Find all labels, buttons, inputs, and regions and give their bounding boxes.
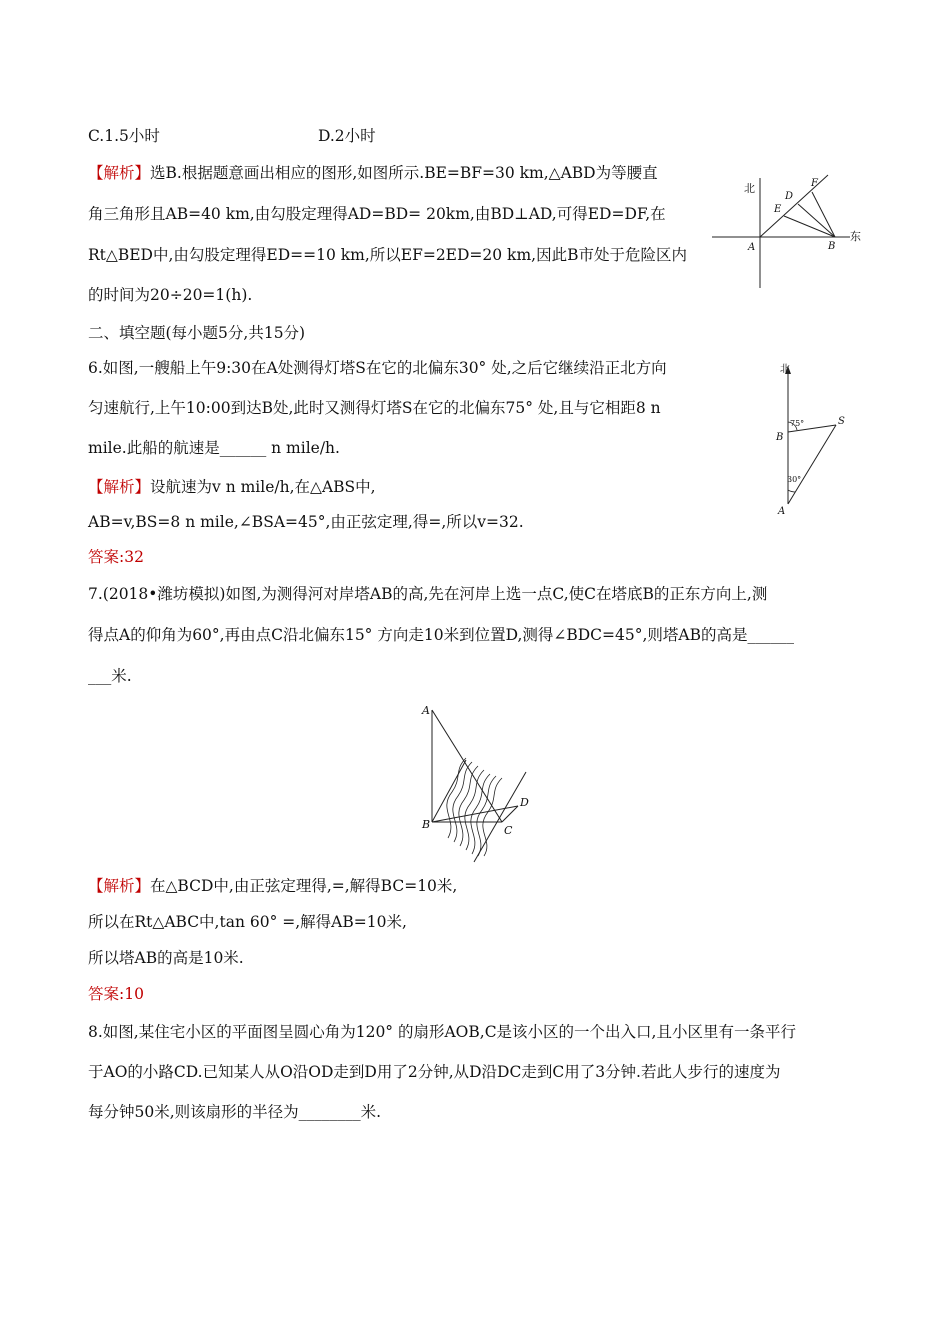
q5-figure [700, 170, 870, 290]
q6-solution-line-1: 【解析】设航速为v n mile/h,在△ABS中, [88, 478, 376, 496]
option-d: D.2小时 [318, 127, 376, 145]
fig6-label-a: A [778, 506, 786, 517]
q8-line-2: 于AO的小路CD.已知某人从O沿OD走到D用了2分钟,从D沿DC走到C用了3分钟.若此人步行的速度为 [88, 1063, 781, 1081]
q6-solution-line-2: AB=v,BS=8 n mile,∠BSA=45°,由正弦定理,得=,所以v=32. [88, 513, 524, 531]
q7-figure [418, 700, 538, 870]
q6-line-3: mile.此船的航速是______ n mile/h. [88, 439, 340, 457]
fig5-north: 北 [744, 182, 755, 195]
fig7-label-d: D [520, 796, 529, 809]
q7-line-2: 得点A的仰角为60°,再由点C沿北偏东15° 方向走10米到位置D,测得∠BDC=45°,则塔AB的高是______ [88, 626, 795, 644]
fig5-label-b: B [828, 241, 836, 252]
fig7-label-c: C [504, 824, 513, 837]
fig5-label-a: A [748, 242, 756, 253]
solution-tag: 【解析】 [88, 164, 151, 182]
q7-answer: 答案:10 [88, 985, 144, 1003]
q6-line-1: 6.如图,一艘船上午9:30在A处测得灯塔S在它的北偏东30° 处,之后它继续沿正北方向 [88, 359, 667, 377]
q8-line-1: 8.如图,某住宅小区的平面图呈圆心角为120° 的扇形AOB,C是该小区的一个出入口,且小区里有一条平行 [88, 1023, 796, 1041]
fig5-east: 东 [850, 230, 861, 243]
section-heading: 二、填空题(每小题5分,共15分) [88, 324, 306, 342]
fig5-label-f: F [811, 178, 818, 189]
fig6-angle-30: 30° [787, 475, 802, 484]
fig7-label-b: B [422, 818, 431, 831]
q7-solution-line-1: 【解析】在△BCD中,由正弦定理得,=,解得BC=10米, [88, 877, 458, 895]
q8-line-3: 每分钟50米,则该扇形的半径为________米. [88, 1103, 382, 1121]
q7-line-1: 7.(2018•潍坊模拟)如图,为测得河对岸塔AB的高,先在河岸上选一点C,使C在塔底B的正东方向上,测 [88, 585, 768, 603]
solution-tag: 【解析】 [88, 877, 151, 895]
fig6-label-b: B [776, 432, 784, 443]
q6-answer: 答案:32 [88, 548, 144, 566]
fig5-label-d: D [785, 191, 794, 202]
q7-solution-line-3: 所以塔AB的高是10米. [88, 949, 244, 967]
q7-solution-line-2: 所以在Rt△ABC中,tan 60° =,解得AB=10米, [88, 913, 407, 931]
q5-solution-line-3: Rt△BED中,由勾股定理得ED==10 km,所以EF=2ED=20 km,因此B市处于危险区内 [88, 246, 687, 264]
fig6-north: 北 [780, 364, 790, 375]
q5-solution-line-1: 【解析】选B.根据题意画出相应的图形,如图所示.BE=BF=30 km,△ABD为等腰直 [88, 164, 658, 182]
solution-tag: 【解析】 [88, 478, 151, 496]
fig5-label-e: E [774, 204, 782, 215]
q5-solution-line-2: 角三角形且AB=40 km,由勾股定理得AD=BD= 20km,由BD⊥AD,可得ED=DF,在 [88, 205, 666, 223]
q6-line-2: 匀速航行,上午10:00到达B处,此时又测得灯塔S在它的北偏东75° 处,且与它相距8 n [88, 399, 661, 417]
fig7-label-a: A [422, 704, 430, 717]
fig6-angle-75: 75° [790, 419, 805, 428]
option-c: C.1.5小时 [88, 127, 160, 145]
q6-figure [766, 362, 856, 522]
q7-line-3: ___米. [88, 667, 132, 685]
fig6-label-s: S [838, 416, 845, 427]
q5-solution-line-4: 的时间为20÷20=1(h). [88, 286, 253, 304]
